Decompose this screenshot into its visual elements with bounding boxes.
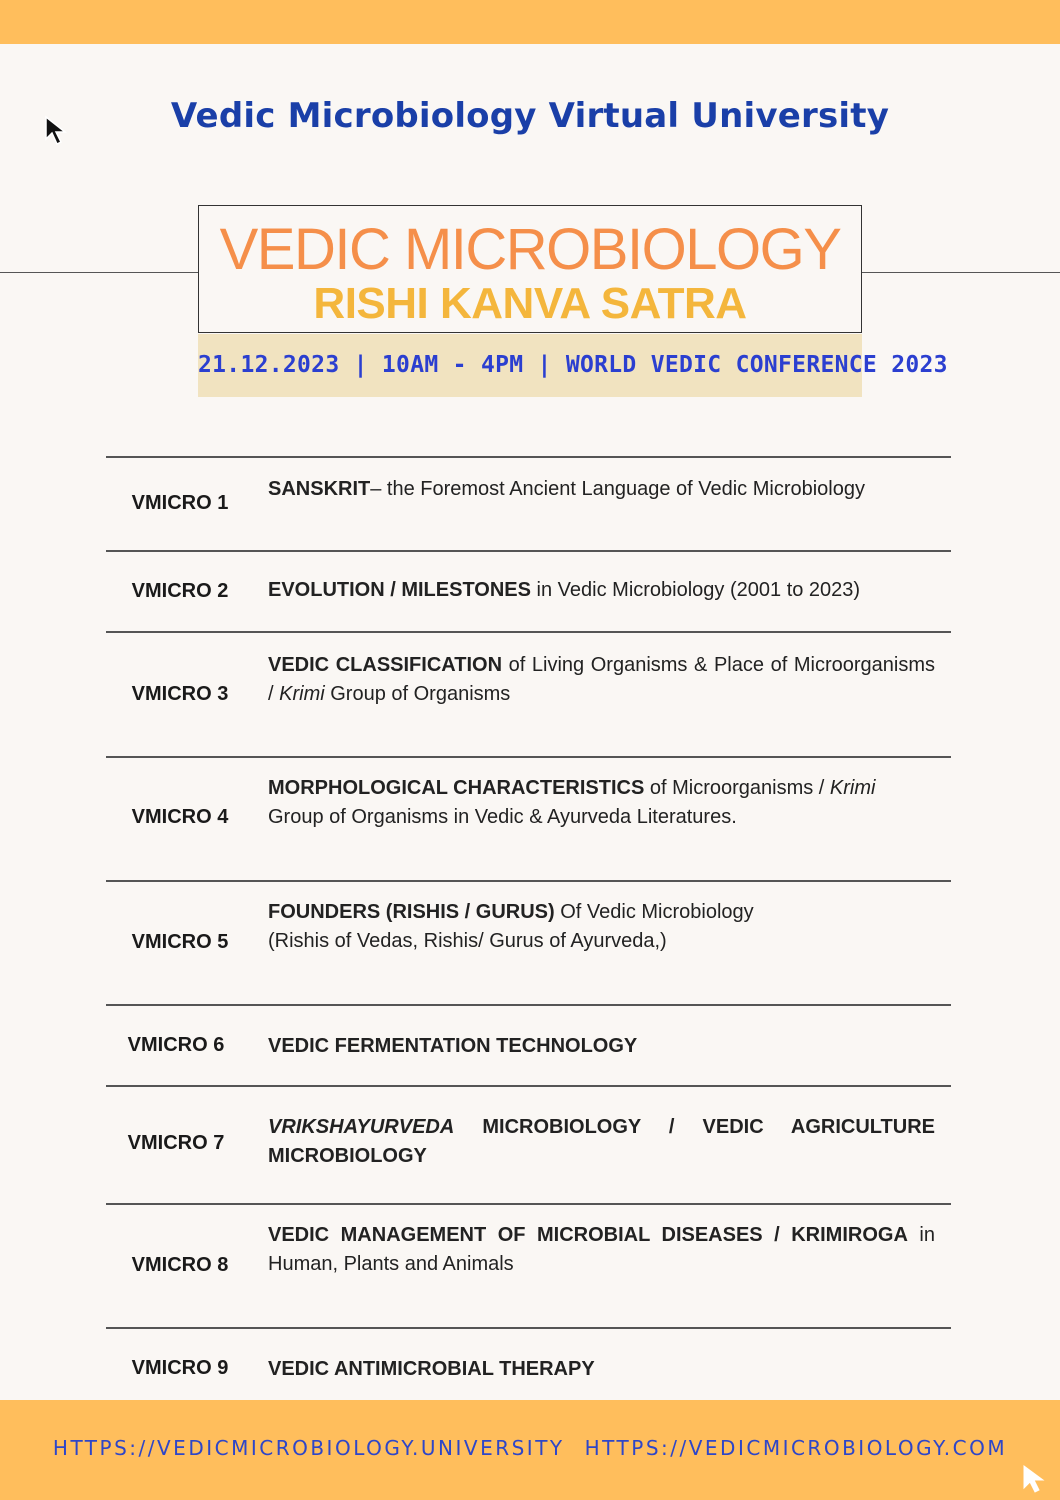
session-row-5 <box>106 881 951 1004</box>
session-description: VEDIC MANAGEMENT OF MICROBIAL DISEASES / KRIMIROGA in Human, Plants and Animals <box>268 1224 935 1275</box>
session-row-3 <box>106 632 951 756</box>
cursor-arrow-icon <box>1022 1464 1050 1494</box>
session-code: VMICRO 6 <box>127 1034 225 1056</box>
session-row-1 <box>106 457 951 550</box>
session-description: VEDIC FERMENTATION TECHNOLOGY <box>268 1035 638 1057</box>
event-info-band: 21.12.2023 | 10AM - 4PM | WORLD VEDIC CONFERENCE 2023 <box>198 334 862 397</box>
session-row-8 <box>106 1204 951 1327</box>
session-description: MORPHOLOGICAL CHARACTERISTICS of Microorganisms / Krimi Group of Organisms in Vedic & Ayurveda Literatures. <box>268 777 876 828</box>
university-title: Vedic Microbiology Virtual University <box>170 96 890 136</box>
event-title-box <box>198 205 862 333</box>
session-row-4 <box>106 757 951 880</box>
event-subtitle: RISHI KANVA SATRA <box>313 279 747 328</box>
event-title: VEDIC MICROBIOLOGY <box>219 217 841 282</box>
session-description: EVOLUTION / MILESTONES in Vedic Microbiology (2001 to 2023) <box>268 579 861 601</box>
session-description: SANSKRIT– the Foremost Ancient Language of Vedic Microbiology <box>268 478 865 500</box>
top-accent-bar <box>0 0 1060 44</box>
session-row-6 <box>106 1005 951 1085</box>
session-row-7 <box>106 1086 951 1203</box>
session-code: VMICRO 9 <box>131 1357 229 1379</box>
footer-link-university[interactable]: HTTPS://VEDICMICROBIOLOGY.UNIVERSITY <box>52 1436 565 1460</box>
divider-left <box>0 272 198 273</box>
divider-right <box>862 272 1060 273</box>
session-description: VEDIC CLASSIFICATION of Living Organisms & Place of Microorganisms / Krimi Group of Organisms <box>268 654 936 705</box>
session-description: FOUNDERS (RISHIS / GURUS) Of Vedic Microbiology (Rishis of Vedas, Rishis/ Gurus of Ayurveda,) <box>268 901 754 952</box>
session-code: VMICRO 8 <box>131 1254 229 1276</box>
footer-link-com[interactable]: HTTPS://VEDICMICROBIOLOGY.COM <box>584 1436 1008 1460</box>
session-description: VRIKSHAYURVEDA MICROBIOLOGY / VEDIC AGRICULTURE MICROBIOLOGY <box>268 1116 935 1167</box>
session-code: VMICRO 5 <box>131 931 229 953</box>
footer-links <box>0 1436 1060 1460</box>
session-code: VMICRO 3 <box>131 683 229 705</box>
footer-bar <box>0 1400 1060 1500</box>
session-description: VEDIC ANTIMICROBIAL THERAPY <box>268 1358 595 1380</box>
session-code: VMICRO 7 <box>127 1132 225 1154</box>
session-row-2 <box>106 551 951 631</box>
session-code: VMICRO 4 <box>131 806 229 828</box>
session-code: VMICRO 1 <box>131 492 229 514</box>
session-code: VMICRO 2 <box>131 580 229 602</box>
session-row-9 <box>106 1328 951 1400</box>
